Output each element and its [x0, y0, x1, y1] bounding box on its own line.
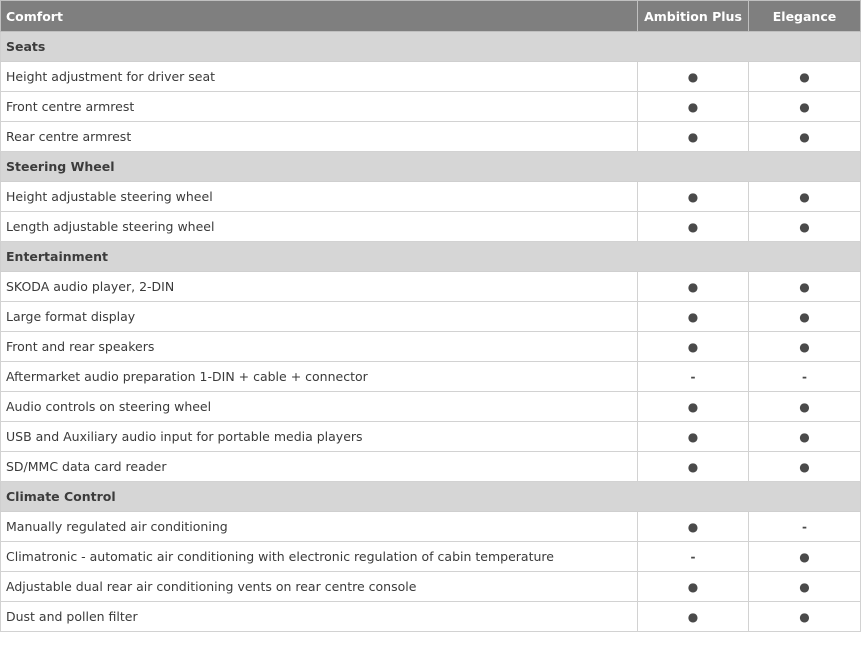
table-row	[1, 512, 861, 542]
standard-dot-elegance: ●	[749, 272, 861, 302]
standard-dot-elegance: ●	[749, 122, 861, 152]
feature-label: Climatronic - automatic air conditioning with electronic regulation of cabin temperature	[1, 542, 638, 572]
feature-label: Length adjustable steering wheel	[1, 212, 638, 242]
table-row	[1, 422, 861, 452]
feature-label: Height adjustable steering wheel	[1, 182, 638, 212]
standard-dot-ambition-plus: ●	[638, 92, 749, 122]
feature-label: Dust and pollen filter	[1, 602, 638, 632]
standard-dot-elegance: ●	[749, 392, 861, 422]
standard-dot-elegance: ●	[749, 602, 861, 632]
feature-label: Audio controls on steering wheel	[1, 392, 638, 422]
feature-label: Manually regulated air conditioning	[1, 512, 638, 542]
table-row	[1, 542, 861, 572]
standard-dot-ambition-plus: ●	[638, 452, 749, 482]
standard-dot-ambition-plus: ●	[638, 572, 749, 602]
section-title: Entertainment	[1, 242, 861, 272]
section-row	[1, 32, 861, 62]
table-body	[1, 32, 861, 632]
table-row	[1, 332, 861, 362]
table-row	[1, 272, 861, 302]
table-row	[1, 602, 861, 632]
standard-dot-ambition-plus: ●	[638, 332, 749, 362]
standard-dot-ambition-plus: ●	[638, 392, 749, 422]
table-row	[1, 62, 861, 92]
standard-dot-elegance: ●	[749, 92, 861, 122]
feature-label: SKODA audio player, 2-DIN	[1, 272, 638, 302]
standard-dot-elegance: ●	[749, 572, 861, 602]
column-header-ambition-plus: Ambition Plus	[638, 1, 749, 32]
feature-label: Large format display	[1, 302, 638, 332]
section-row	[1, 482, 861, 512]
not-available-ambition-plus: -	[638, 542, 749, 572]
section-row	[1, 242, 861, 272]
table-row	[1, 302, 861, 332]
table-row	[1, 362, 861, 392]
standard-dot-ambition-plus: ●	[638, 422, 749, 452]
not-available-elegance: -	[749, 512, 861, 542]
standard-dot-ambition-plus: ●	[638, 122, 749, 152]
table-row	[1, 212, 861, 242]
not-available-ambition-plus: -	[638, 362, 749, 392]
table-header	[1, 1, 861, 32]
table-row	[1, 572, 861, 602]
standard-dot-ambition-plus: ●	[638, 212, 749, 242]
standard-dot-ambition-plus: ●	[638, 602, 749, 632]
table-row	[1, 452, 861, 482]
feature-label: Height adjustment for driver seat	[1, 62, 638, 92]
standard-dot-elegance: ●	[749, 542, 861, 572]
section-title: Climate Control	[1, 482, 861, 512]
feature-label: Rear centre armrest	[1, 122, 638, 152]
feature-label: Adjustable dual rear air conditioning vents on rear centre console	[1, 572, 638, 602]
standard-dot-elegance: ●	[749, 212, 861, 242]
table-row	[1, 92, 861, 122]
header-row	[1, 1, 861, 32]
standard-dot-elegance: ●	[749, 302, 861, 332]
not-available-elegance: -	[749, 362, 861, 392]
feature-label: Aftermarket audio preparation 1-DIN + cable + connector	[1, 362, 638, 392]
standard-dot-ambition-plus: ●	[638, 302, 749, 332]
column-header-elegance: Elegance	[749, 1, 861, 32]
section-title: Steering Wheel	[1, 152, 861, 182]
standard-dot-ambition-plus: ●	[638, 512, 749, 542]
table-row	[1, 392, 861, 422]
standard-dot-elegance: ●	[749, 62, 861, 92]
section-row	[1, 152, 861, 182]
feature-label: USB and Auxiliary audio input for portable media players	[1, 422, 638, 452]
feature-label: SD/MMC data card reader	[1, 452, 638, 482]
standard-dot-ambition-plus: ●	[638, 272, 749, 302]
standard-dot-elegance: ●	[749, 422, 861, 452]
standard-dot-elegance: ●	[749, 332, 861, 362]
section-title: Seats	[1, 32, 861, 62]
table-title: Comfort	[1, 1, 638, 32]
feature-label: Front and rear speakers	[1, 332, 638, 362]
standard-dot-elegance: ●	[749, 452, 861, 482]
table-row	[1, 122, 861, 152]
feature-label: Front centre armrest	[1, 92, 638, 122]
standard-dot-elegance: ●	[749, 182, 861, 212]
table-row	[1, 182, 861, 212]
standard-dot-ambition-plus: ●	[638, 182, 749, 212]
standard-dot-ambition-plus: ●	[638, 62, 749, 92]
